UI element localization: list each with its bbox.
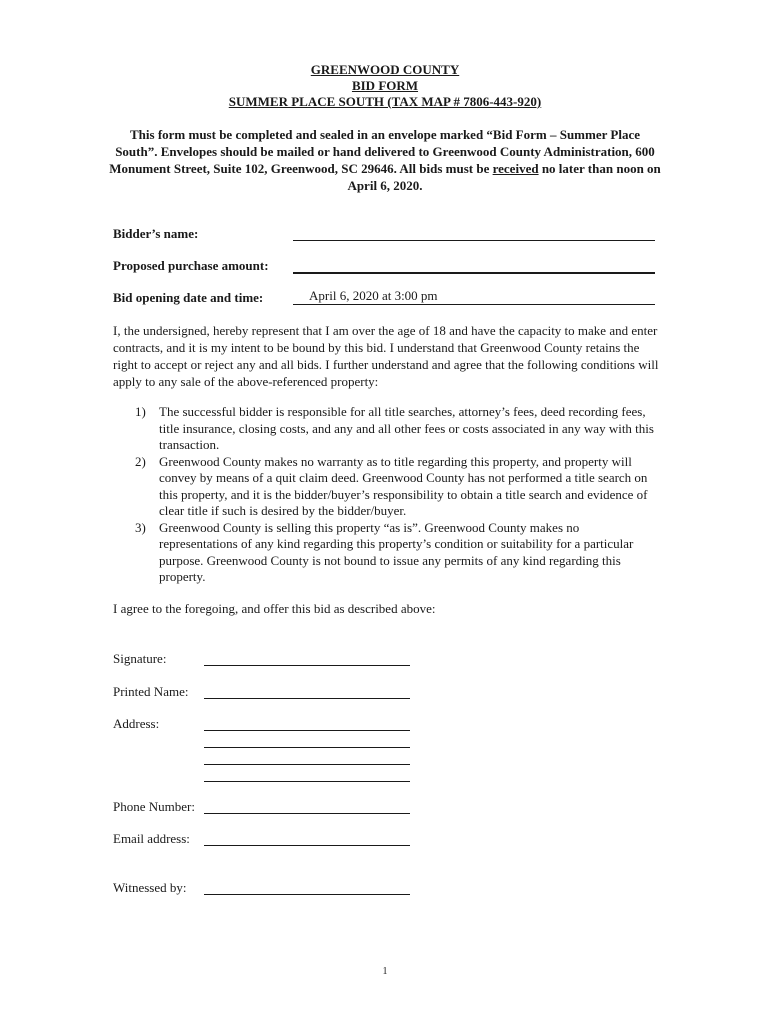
witness-field[interactable]: [204, 880, 410, 895]
purchase-amount-label: Proposed purchase amount:: [113, 258, 269, 273]
printed-name-field[interactable]: [204, 684, 410, 699]
email-field[interactable]: [204, 831, 410, 846]
list-item-text: Greenwood County is selling this property “as is”. Greenwood County makes no representations of any kind regarding this property’s condition or suitability for a particular purpose. Greenwood County is not bound to issue any permits of any kind regarding this property.: [159, 519, 634, 584]
form-title: BID FORM: [351, 78, 419, 93]
form-header: [0, 62, 770, 110]
bidder-name-label: Bidder’s name:: [113, 226, 199, 241]
list-item-number: 1): [135, 404, 146, 419]
address-label: Address:: [113, 716, 160, 731]
conditions-list: [135, 404, 655, 586]
list-item-number: 3): [135, 519, 146, 535]
intro-text-before: This form must be completed and sealed in an envelope marked “Bid Form – Summer Place South”. Envelopes should be mailed or hand delivered to Greenwood County Administration, 600 Monument Street, Suite 102, Greenwood, SC 29646. All bids must be: [109, 127, 655, 176]
email-label: Email address:: [113, 831, 190, 846]
intro-text-after: no later than noon on April 6, 2020.: [347, 161, 661, 193]
agreement-statement: I agree to the foregoing, and offer this bid as described above:: [113, 601, 436, 616]
witnessed-label: Witnessed by:: [113, 880, 187, 895]
signature-label: Signature:: [113, 651, 167, 666]
property-title: SUMMER PLACE SOUTH (TAX MAP # 7806-443-920): [228, 94, 542, 109]
address-line-3-field[interactable]: [204, 750, 410, 765]
address-line-2-field[interactable]: [204, 733, 410, 748]
list-item-text: The successful bidder is responsible for all title searches, attorney’s fees, deed recording fees, title insurance, closing costs, and any and all other fees or costs associated in any way with this transaction.: [159, 404, 654, 452]
intro-instructions: [108, 126, 662, 194]
purchase-amount-field[interactable]: [293, 256, 655, 274]
bid-opening-value: April 6, 2020 at 3:00 pm: [309, 288, 438, 303]
bid-opening-label: Bid opening date and time:: [113, 290, 264, 305]
printed-name-label: Printed Name:: [113, 684, 189, 699]
phone-label: Phone Number:: [113, 799, 195, 814]
page-number: 1: [382, 966, 388, 977]
phone-field[interactable]: [204, 799, 410, 814]
county-title: GREENWOOD COUNTY: [310, 62, 460, 77]
list-item: [135, 454, 655, 520]
address-line-1-field[interactable]: [204, 716, 410, 731]
intro-received-underlined: received: [492, 161, 539, 176]
list-item-text: Greenwood County makes no warranty as to title regarding this property, and property will convey by means of a quit claim deed. Greenwood County has not performed a title search on this property, and it is the bidder/buyer’s responsibility to obtain a title search and evidence of clear title if such is desired by the bidder/buyer.: [159, 453, 648, 518]
address-line-4-field[interactable]: [204, 767, 410, 782]
list-item: [135, 404, 655, 454]
bidder-name-field[interactable]: [293, 224, 655, 241]
list-item: [135, 520, 655, 586]
list-item-number: 2): [135, 453, 146, 469]
bid-opening-field[interactable]: [293, 288, 655, 305]
signature-field[interactable]: [204, 651, 410, 666]
bidder-statement: I, the undersigned, hereby represent that I am over the age of 18 and have the capacity to make and enter contracts, and it is my intent to be bound by this bid. I understand that Greenwood County retains the right to accept or reject any and all bids. I further understand and agree that the following conditions will apply to any sale of the above-referenced property:: [113, 323, 659, 389]
